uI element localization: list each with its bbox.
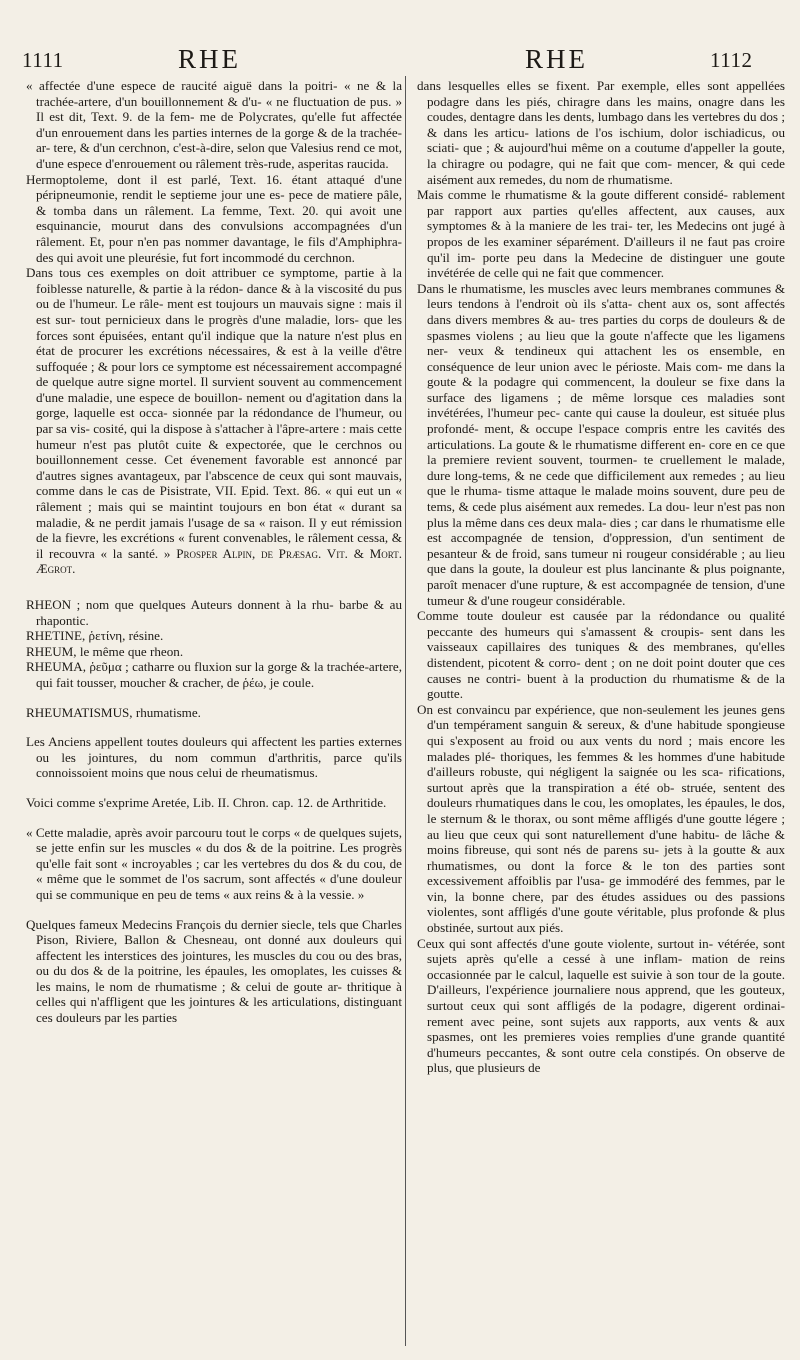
- column-divider: [405, 76, 406, 1346]
- left-column: [26, 78, 402, 1026]
- entry-rheuma: RHEUMA, ῥεῦμα ; catharre ou fluxion sur la gorge & la trachée-artere, qui fait tousser, moucher & cracher, de ῥέω, je coule.: [26, 659, 402, 690]
- paragraph: Les Anciens appellent toutes douleurs qui affectent les parties externes ou les jointures, du nom commun d'arthritis, parce qu'ils connoissoient moins que nous celui de rheumatismus.: [26, 734, 402, 781]
- paragraph: Comme toute douleur est causée par la rédondance ou qualité peccante des humeurs qui s'amassent & croupis- sent dans les vaisseaux capillaires des tuniques & des membranes, qu'elles distendent, picotent & corro- dent ; on ne doit point douter que ces causes ne contri- buent à la production du rhumatisme & de la goutte.: [417, 608, 785, 702]
- right-column: [417, 78, 785, 1076]
- paragraph: Ceux qui sont affectés d'une goute violente, surtout in- vétérée, sont sujets après qu'elle a cessé à une inflam- mation de reins occasionnée par le calcul, laquelle est suivie à son tour de la goute. D'ailleurs, l'expérience journaliere nous apprend, que les gouteux, surtout ceux qui sont affligés de la podagre, digerent ordinai- rement avec peine, sont sujets aux rapports, aux vents & aux spasmes, ont les premieres voies remplies d'une grande quantité d'humeurs peccantes, & sont outre cela constipés. On observe de plus, que plusieurs de: [417, 935, 785, 1076]
- paragraph: On est convaincu par expérience, que non-seulement les jeunes gens d'un tempérament sanguin & sereux, & d'une habitude spongieuse qui s'exposent au froid ou aux vents du nord ; mais encore les malades plé- thoriques, les femmes & les hommes d'une habitude d'ailleurs robuste, qui négligent la saignée ou les sca- rifications, surtout après que la transpiration a été ob- struée, sentent des douleurs rhumatiques dans le cou, les omoplates, les épaules, le dos, le sternum & le thorax, ou sont même affligés d'une goutte légere ; au lieu que ceux qui sont naturellement d'une habitu- de lâche & moins fibreuse, qui sont nés de parens su- jets à la goutte & aux rhumatismes, ou dont la force & le ton des parties sont excessivement affoiblis par l'usa- ge immodéré des femmes, par le vin, la bonne chere, par des études assidues ou des passions violentes, sont affligés d'une goute véritable, plus profonde & plus obstinée, surtout aux piés.: [417, 701, 785, 936]
- running-head-left: RHE: [178, 44, 241, 74]
- quotation: « Cette maladie, après avoir parcouru tout le corps « de quelques sujets, se jette enfin sur les muscles « du dos & de la poitrine. Les progrès qu'elle fait sont « incroyables ; car les vertebres du dos & du cou, de « même que le sommet de l'os sacrum, sont affectés « d'une douleur qui se communique en peu de tems « aux reins & à la vessie. »: [26, 824, 402, 902]
- paragraph: Hermoptoleme, dont il est parlé, Text. 16. étant attaqué d'une péripneumonie, rendit le septieme jour une es- pece de matiere pâle, & tomba dans un râlement. La femme, Text. 20. qui avoit une esquinancie, mourut dans des convulsions accompagnées d'un râlement. Et, pour n'en pas nommer davantage, le fils d'Amphiphra- des qui avoit une pleurésie, fut fort incommodé du cerchnon.: [26, 171, 402, 265]
- entry-rheon: RHEON ; nom que quelques Auteurs donnent à la rhu- barbe & au rhapontic.: [26, 597, 402, 628]
- paragraph: « affectée d'une espece de raucité aiguë dans la poitri- « ne & la trachée-artere, d'un bouillonnement & d'u- « ne fluctuation de pus. » Il est dit, Text. 9. de la fem- me de Polycrates, qu'elle fut affectée d'un enrouement dans les parties internes de la gorge & de la trachée-ar- tere, & d'un cerchnon, c'est-à-dire, selon que Valesius rend ce mot, d'une espece d'enrouement ou râlement très-rude, asperitas raucida.: [26, 78, 402, 171]
- paragraph: Quelques fameux Medecins François du dernier siecle, tels que Charles Pison, Riviere, Ballon & Chesneau, ont donné aux douleurs qui affectent les interstices des jointures, les muscles du cou ou des bras, ou du dos & de la poitrine, les épaules, les omoplates, les cuisses & les mains, le nom de rhumatisme ; & celui de goute ar- thritique à celles qui n'affligent que les jointures & les articulations, distinguant ces douleurs par les parties: [26, 916, 402, 1026]
- page-number-right: 1112: [710, 48, 753, 72]
- entry-rheum: RHEUM, le même que rheon.: [26, 643, 184, 659]
- entry-rhetine: RHETINE, ῥετίνη, résine.: [26, 628, 164, 644]
- running-head-right: RHE: [525, 44, 588, 74]
- paragraph: [26, 265, 402, 577]
- paragraph-text: Dans tous ces exemples on doit attribuer ce symptome, partie à la foiblesse naturelle, & partie à la rédon- dance & à la viscosité du pus ou de l'humeur. Le râle- ment est toujours un mauvais signe : mais il est sur- tout pernicieux dans le progrès d'une maladie, lors- que les forces sont épuisées, entant qu'il indique que la nature n'est plus en état de procurer les excrétions nécessaires, & est à la veille d'être suffoquée ; & pour lors ce symptome est nécessairement accompagné de quelque autre signe mortel. Il survient souvent au commencement d'une maladie, une espece de bouillon- nement ou d'agitation dans la gorge, laquelle est occa- sionnée par la rédondance de l'humeur, ou par sa vis- cosité, qui la dispose à s'attacher à l'âpre-artere : mais cette humeur n'est pas plutôt cuite & expectorée, que le cerchnos ou bouillonnement cesse. Cet évenement favorable est annoncé par d'autres signes avantageux, par l'abscence de ceux qui sont mauvais, comme dans le cas de Pisistrate, VII. Epid. Text. 86. « qui eut un « râlement ; mais qui se maintint toujours en bon état « durant sa maladie, & ne perdit jamais l'usage de sa « raison. Il y eut rémission de la fievre, les excrétions « furent convenables, le râlement cessa, & il recouvra « la santé. »: [26, 265, 402, 561]
- entry-rheumatismus: RHEUMATISMUS, rhumatisme.: [26, 704, 201, 720]
- page-number-left: 1111: [22, 48, 64, 72]
- citation: Prosper Alpin, de Præsag. Vit. & Mort. Ægrot.: [36, 545, 402, 577]
- paragraph: dans lesquelles elles se fixent. Par exemple, elles sont appellées podagre dans les piés, chiragre dans les mains, onagre dans les coudes, dentagre dans les dents, lumbago dans les vertebres du dos ; & dans les articu- lations de l'os ischium, dolor ischiadicus, ou sciati- que ; & aujourd'hui même on a coutume d'appeller la goute, la chiragre ou podagre, qui ne fait que com- mencer, & qui cede aisément aux remedes, du nom de rhumatisme.: [417, 78, 785, 187]
- paragraph: Mais comme le rhumatisme & la goute different considé- rablement par rapport aux parties qu'elles affectent, aux causes, aux symptomes & à la maniere de les trai- ter, les Medecins ont jugé à propos de les examiner séparément. D'ailleurs il ne faut pas croire qu'il im- porte peu dans la Medecine de distinguer une goute invétérée de celle qui ne fait que commencer.: [417, 187, 785, 281]
- paragraph: Voici comme s'exprime Aretée, Lib. II. Chron. cap. 12. de Arthritide.: [26, 794, 387, 810]
- paragraph: Dans le rhumatisme, les muscles avec leurs membranes communes & leurs tendons à l'endroit où ils s'atta- chent aux os, sont affectés dans divers membres & au- tres parties du corps de douleurs & de spasmes violens ; au lieu que la goute n'affecte que les ligamens ner- veux & tendineux qui attachent les os ensemble, en conséquence de leur union avec le périoste. Mais com- me dans la goute & la podagre qui commencent, la douleur se fixe dans la surface des ligamens ; de même lorsque ces maladies sont invétérées, l'humeur pec- cante qui cause la douleur, est située plus profondé- ment, & occupe l'espace compris entre les cavités des articulations. La goute & le rhumatisme different en- core en ce que la premiere revient souvent, tourmen- te cruellement le malade, dure long-tems, & ne cede que difficilement aux remedes ; au lieu que le rhuma- tisme attaque le malade moins souvent, dure peu de tems, & cede plus aisément aux remedes. La dou- leur n'est pas non plus la même dans ces deux mala- dies ; car dans le rhumatisme elle est accompagnée de tension, d'oppression, d'un sentiment de pesanteur & de froid, sans tumeur ni rougeur considérable ; au lieu que dans la goute, la douleur est plus lancinante & plus poignante, paroît menacer d'une rupture, & est accompagnée de tension, d'une tumeur & d'une rougeur considérable.: [417, 280, 785, 608]
